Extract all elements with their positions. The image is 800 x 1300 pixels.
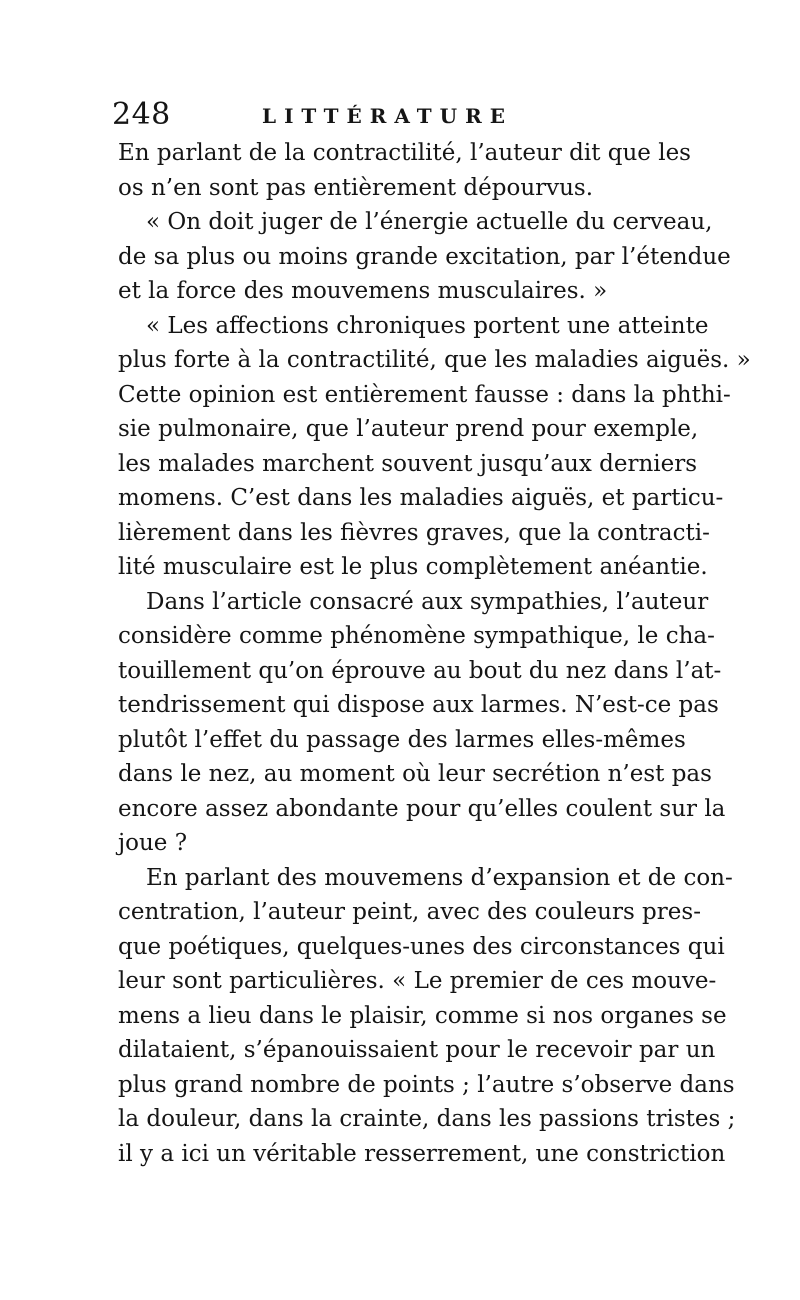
text-line: dans le nez, au moment où leur secrétion n’est pas [118,761,712,787]
text-line: sie pulmonaire, que l’auteur prend pour exemple, [118,416,699,442]
text-line: et la force des mouvemens musculaires. » [118,278,608,304]
text-line: En parlant des mouvemens d’expansion et de con- [146,864,733,891]
text-line: En parlant de la contractilité, l’auteur dit que les [118,140,691,166]
text-line: touillement qu’on éprouve au bout du nez dans l’at- [118,657,722,684]
text-line: la douleur, dans la crainte, dans les passions tristes ; [118,1106,736,1132]
text-line: leur sont particulières. « Le premier de ces mouve- [118,968,717,994]
text-line: plus forte à la contractilité, que les maladies aiguës. » [118,347,751,373]
page-number: 248 [112,97,171,132]
text-line: mens a lieu dans le plaisir, comme si nos organes se [118,1002,727,1029]
text-line: il y a ici un véritable resserrement, une constriction [118,1140,726,1167]
text-line: plutôt l’effet du passage des larmes elles-mêmes [118,726,686,753]
text-line: Cette opinion est entièrement fausse : dans la phthi- [118,381,731,408]
running-title: LITTÉRATURE [262,104,513,128]
text-line: lité musculaire est le plus complètement anéantie. [118,554,708,580]
body-text [118,136,751,1171]
text-line: de sa plus ou moins grande excitation, par l’étendue [118,243,731,270]
text-line: momens. C’est dans les maladies aiguës, et particu- [118,485,724,511]
text-line: encore assez abondante pour qu’elles coulent sur la [118,795,726,822]
text-line: Dans l’article consacré aux sympathies, l’auteur [146,588,709,615]
text-line: que poétiques, quelques-unes des circonstances qui [118,933,725,960]
text-line: « On doit juger de l’énergie actuelle du cerveau, [146,209,713,235]
text-line: os n’en sont pas entièrement dépourvus. [118,174,594,201]
text-line: considère comme phénomène sympathique, le cha- [118,623,715,649]
text-line: plus grand nombre de points ; l’autre s’observe dans [118,1071,735,1098]
text-line: centration, l’auteur peint, avec des couleurs pres- [118,899,701,925]
text-line: joue ? [118,830,188,856]
text-line: tendrissement qui dispose aux larmes. N’est-ce pas [118,692,719,718]
running-head [112,98,672,132]
text-line: dilataient, s’épanouissaient pour le recevoir par un [118,1037,716,1063]
text-line: « Les affections chroniques portent une atteinte [146,312,709,339]
text-line: lièrement dans les fièvres graves, que la contracti- [118,519,710,546]
text-line: les malades marchent souvent jusqu’aux derniers [118,450,698,477]
